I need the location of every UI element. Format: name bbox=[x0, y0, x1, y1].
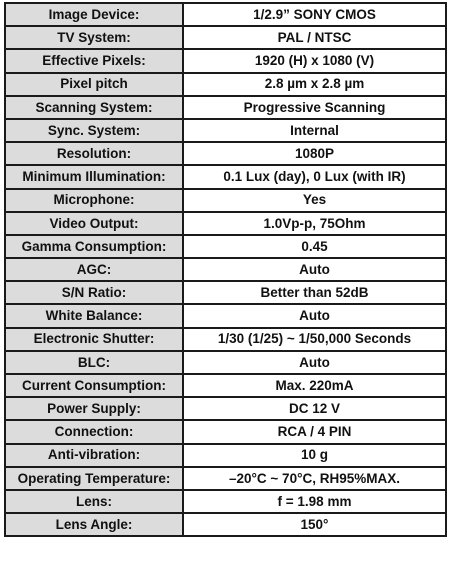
spec-value: RCA / 4 PIN bbox=[183, 420, 446, 443]
spec-label: Pixel pitch bbox=[5, 73, 183, 96]
spec-value: 1080P bbox=[183, 142, 446, 165]
spec-row bbox=[5, 165, 446, 188]
spec-row bbox=[5, 281, 446, 304]
spec-label: Electronic Shutter: bbox=[5, 328, 183, 351]
spec-row bbox=[5, 26, 446, 49]
spec-row bbox=[5, 513, 446, 536]
spec-value: DC 12 V bbox=[183, 397, 446, 420]
spec-value: –20°C ~ 70°C, RH95%MAX. bbox=[183, 467, 446, 490]
spec-value: Max. 220mA bbox=[183, 374, 446, 397]
spec-value: 1.0Vp-p, 75Ohm bbox=[183, 212, 446, 235]
spec-value: f = 1.98 mm bbox=[183, 490, 446, 513]
spec-row bbox=[5, 490, 446, 513]
spec-row bbox=[5, 142, 446, 165]
spec-label: S/N Ratio: bbox=[5, 281, 183, 304]
spec-label: Lens: bbox=[5, 490, 183, 513]
spec-label: Minimum Illumination: bbox=[5, 165, 183, 188]
spec-value: Yes bbox=[183, 189, 446, 212]
spec-row bbox=[5, 96, 446, 119]
spec-label: Effective Pixels: bbox=[5, 49, 183, 72]
spec-row bbox=[5, 212, 446, 235]
spec-value: PAL / NTSC bbox=[183, 26, 446, 49]
spec-row bbox=[5, 374, 446, 397]
spec-value: Better than 52dB bbox=[183, 281, 446, 304]
spec-row bbox=[5, 397, 446, 420]
spec-row bbox=[5, 258, 446, 281]
spec-row bbox=[5, 304, 446, 327]
spec-value: 1920 (H) x 1080 (V) bbox=[183, 49, 446, 72]
spec-label: TV System: bbox=[5, 26, 183, 49]
spec-value: 10 g bbox=[183, 444, 446, 467]
spec-row bbox=[5, 3, 446, 26]
spec-label: Gamma Consumption: bbox=[5, 235, 183, 258]
spec-value: 2.8 µm x 2.8 µm bbox=[183, 73, 446, 96]
spec-label: BLC: bbox=[5, 351, 183, 374]
spec-label: Microphone: bbox=[5, 189, 183, 212]
spec-label: Video Output: bbox=[5, 212, 183, 235]
spec-label: AGC: bbox=[5, 258, 183, 281]
spec-row bbox=[5, 73, 446, 96]
spec-row bbox=[5, 119, 446, 142]
spec-table-body bbox=[5, 3, 446, 536]
spec-label: Anti-vibration: bbox=[5, 444, 183, 467]
spec-label: Image Device: bbox=[5, 3, 183, 26]
spec-value: Auto bbox=[183, 351, 446, 374]
spec-row bbox=[5, 467, 446, 490]
spec-value: 0.45 bbox=[183, 235, 446, 258]
spec-row bbox=[5, 235, 446, 258]
spec-value: 1/30 (1/25) ~ 1/50,000 Seconds bbox=[183, 328, 446, 351]
spec-row bbox=[5, 49, 446, 72]
spec-label: Scanning System: bbox=[5, 96, 183, 119]
spec-label: Lens Angle: bbox=[5, 513, 183, 536]
spec-value: Auto bbox=[183, 258, 446, 281]
spec-value: 1/2.9” SONY CMOS bbox=[183, 3, 446, 26]
spec-label: Operating Temperature: bbox=[5, 467, 183, 490]
spec-value: Internal bbox=[183, 119, 446, 142]
spec-label: Resolution: bbox=[5, 142, 183, 165]
spec-row bbox=[5, 189, 446, 212]
spec-table bbox=[4, 2, 447, 537]
spec-label: Power Supply: bbox=[5, 397, 183, 420]
spec-label: Sync. System: bbox=[5, 119, 183, 142]
spec-label: Connection: bbox=[5, 420, 183, 443]
spec-row bbox=[5, 444, 446, 467]
spec-value: 150° bbox=[183, 513, 446, 536]
spec-value: 0.1 Lux (day), 0 Lux (with IR) bbox=[183, 165, 446, 188]
spec-label: Current Consumption: bbox=[5, 374, 183, 397]
spec-row bbox=[5, 351, 446, 374]
spec-value: Auto bbox=[183, 304, 446, 327]
spec-row bbox=[5, 420, 446, 443]
spec-label: White Balance: bbox=[5, 304, 183, 327]
spec-value: Progressive Scanning bbox=[183, 96, 446, 119]
spec-row bbox=[5, 328, 446, 351]
